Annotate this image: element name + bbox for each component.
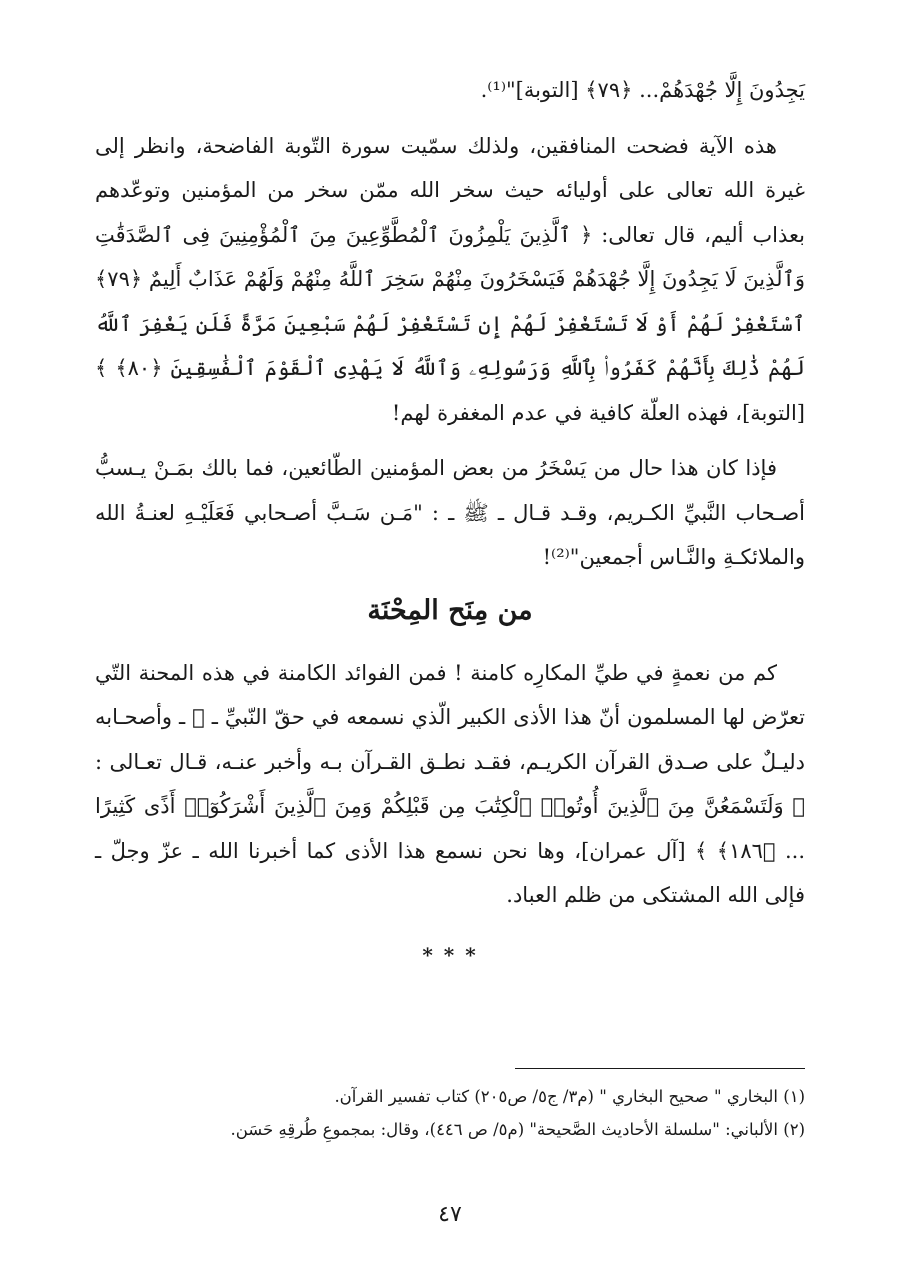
page-number: ٤٧ bbox=[438, 1202, 462, 1227]
footnote-divider bbox=[515, 1068, 805, 1069]
paragraph-munafiqin: هذه الآية فضحت المنافقين، ولذلك سمّيت سورة التّوبة الفاضحة، وانظر إلى غيرة الله تعالى على أوليائه حيث سخر الله ممّن سخر من المؤمنين وتوعّدهم بعذاب أليم، قال تعالى: ﴿ ٱلَّذِينَ يَلْمِزُونَ ٱلْمُطَّوِّعِينَ مِنَ ٱلْمُؤْمِنِينَ فِى ٱلصَّدَقَٰتِ وَٱلَّذِينَ لَا يَجِدُونَ إِلَّا جُهْدَهُمْ فَيَسْخَرُونَ مِنْهُمْ سَخِرَ ٱللَّهُ مِنْهُمْ وَلَهُمْ عَذَابٌ أَلِيمٌ ﴿٧٩﴾ ٱسْتَغْفِرْ لَهُمْ أَوْ لَا تَسْتَغْفِرْ لَهُمْ إِن تَسْتَغْفِرْ لَهُمْ سَبْعِينَ مَرَّةً فَلَن يَغْفِرَ ٱللَّهُ لَهُمْ ذَٰلِكَ بِأَنَّهُمْ كَفَرُوا۟ بِٱللَّهِ وَرَسُولِهِۦ وَٱللَّهُ لَا يَهْدِى ٱلْقَوْمَ ٱلْفَٰسِقِينَ ﴿٨٠﴾ ﴾ [التوبة]، فهذه العلّة كافية في عدم المغفرة لهم! bbox=[94, 133, 805, 425]
verse-continuation: يَجِدُونَ إِلَّا جُهْدَهُمْ... ﴿٧٩﴾ [التوبة]"⁽¹⁾. bbox=[480, 78, 805, 102]
section-heading: من مِنَح المِحْنَة bbox=[367, 594, 533, 626]
footnote-2: (٢) الألباني: "سلسلة الأحاديث الصَّحيحة" (م٥/ ص ٤٤٦)، وقال: بمجموعِ طُرقِهِ حَسَن. bbox=[230, 1120, 805, 1139]
paragraph-blessings: كم من نعمةٍ في طيِّ المكارِه كامنة ! فمن الفوائد الكامنة في هذه المحنة التّي تعرّض لها المسلمون أنّ هذا الأذى الكبير الّذي نسمعه في حقّ النّبيِّ ـ ﷺ ـ وأصحـابه دليـلٌ على صـدق القرآن الكريـم، فقـد نطـق القـرآن بـه وأخبر عنـه، قـال تعـالى : ﴿ وَلَتَسْمَعُنَّ مِنَ ٱلَّذِينَ أُوتُوا۟ ٱلْكِتَٰبَ مِن قَبْلِكُمْ وَمِنَ ٱلَّذِينَ أَشْرَكُوٓا۟ أَذًى كَثِيرًا ... ﴿١٨٦﴾ ﴾ [آل عمران]، وها نحن نسمع هذا الأذى كما أخبرنا الله ـ عزّ وجلّ ـ فإلى الله المشتكى من ظلم العباد. bbox=[95, 660, 805, 907]
section-separator: * * * bbox=[422, 942, 478, 967]
footnote-1: (١) البخاري " صحيح البخاري " (م٣/ ج٥/ ص٢٠٥) كتاب تفسير القرآن. bbox=[334, 1087, 805, 1106]
footnotes bbox=[95, 1080, 805, 1146]
paragraph-companions: فإذا كان هذا حال من يَسْخَرُ من بعض المؤمنين الطّائعين، فما بالك بمَـنْ يـسبُّ أصـحاب النَّبيِّ الكـريم، وقـد قـال ـ ﷺ ـ : "مَـن سَـبَّ أصـحابي فَعَلَيْـهِ لعنـةُ الله والملائكـةِ والنَّـاس أجمعين"⁽²⁾! bbox=[95, 456, 805, 569]
